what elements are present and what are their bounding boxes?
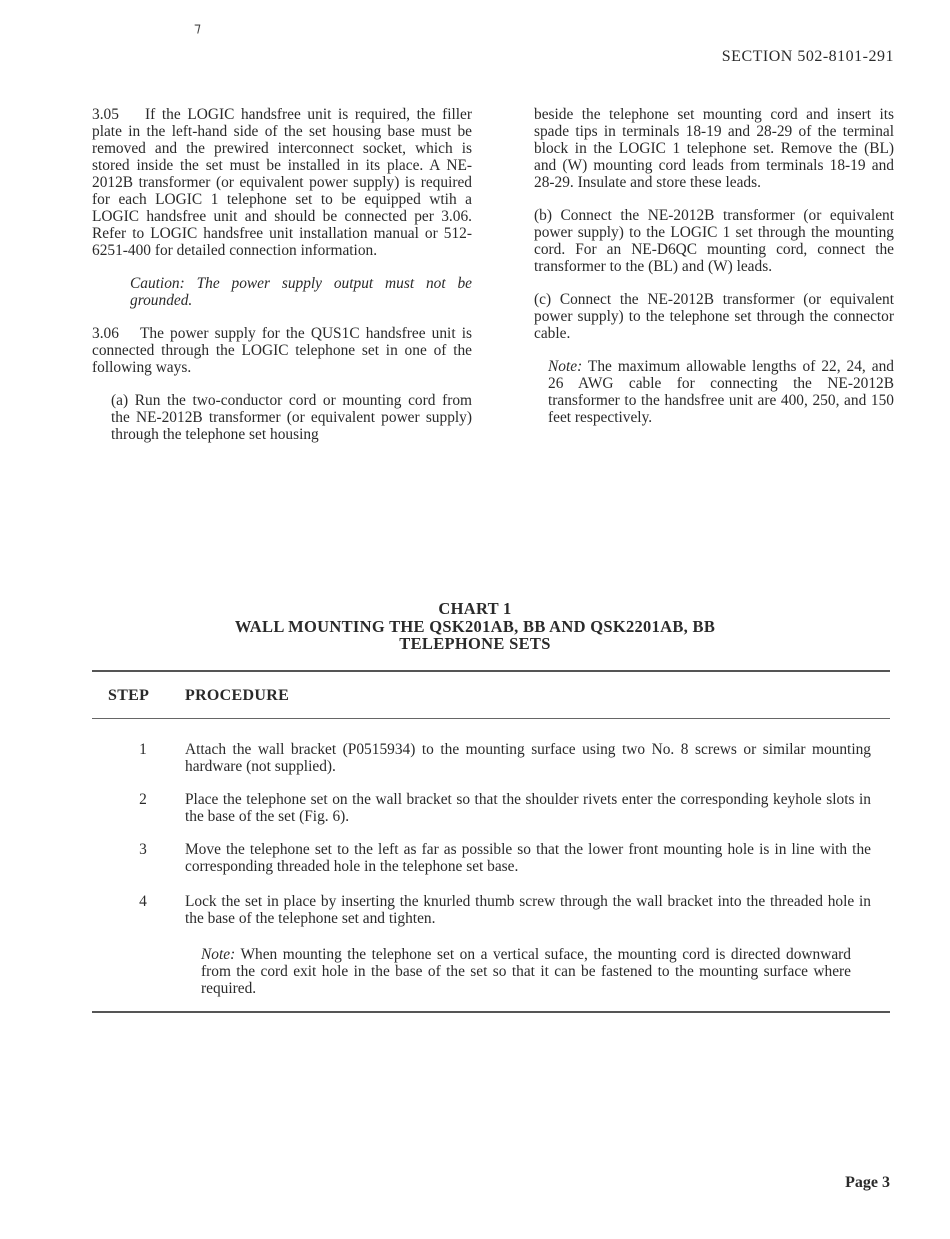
chart-bottom-rule: [92, 1011, 890, 1013]
procedure-column-header: PROCEDURE: [185, 687, 290, 704]
caution-label: Caution:: [130, 275, 185, 292]
step-text: Move the telephone set to the left as far as possible so that the lower front mounting hole is in line with the corresponding threaded hole in the telephone set base.: [185, 841, 871, 875]
left-column: [92, 106, 472, 443]
step-text: Place the telephone set on the wall bracket so that the shoulder rivets enter the corresponding keyhole slots in the base of the set (Fig. 6).: [185, 791, 871, 825]
step-column-header: STEP: [108, 687, 150, 704]
paragraph-text: If the LOGIC handsfree unit is required, the filler plate in the left-hand side of the set housing base must be removed and the prewired interconnect socket, which is stored inside the set must be installed in its place. A NE-2012B transformer (or equivalent power supply) is required for each LOGIC 1 telephone set to be equipped wtih a LOGIC handsfree unit and should be connected per 3.06. Refer to LOGIC handsfree unit installation manual or 512-6251-400 for detailed connection information.: [92, 106, 472, 259]
note: [548, 358, 894, 426]
caution-text: The power supply output must not be grounded.: [130, 275, 472, 309]
chart-title-line-3: TELEPHONE SETS: [399, 634, 551, 653]
note-label: Note:: [201, 946, 236, 963]
item-label: (b): [534, 207, 552, 224]
chart-header-rule: [92, 718, 890, 719]
chart-title: [0, 600, 950, 653]
step-number: 1: [139, 741, 147, 758]
list-item-a-continued: beside the telephone set mounting cord and insert its spade tips in terminals 18-19 and 28-29 of the terminal block in the LOGIC 1 telephone set. Remove the (BL) and (W) mounting cord leads from terminals 18-19 and 28-29. Insulate and store these leads.: [534, 106, 894, 191]
list-item-b: [534, 207, 894, 275]
list-item-c: [534, 291, 894, 342]
item-text: Run the two-conductor cord or mounting cord from the NE-2012B transformer (or equivalent power supply) through the telephone set housing: [111, 392, 472, 443]
chart-title-line-2: WALL MOUNTING THE QSK201AB, BB AND QSK2201AB, BB: [234, 616, 716, 636]
paragraph-text: The power supply for the QUS1C handsfree unit is connected through the LOGIC telephone set in one of the following ways.: [92, 325, 472, 376]
step-text: Lock the set in place by inserting the knurled thumb screw through the wall bracket into the threaded hole in the base of the telephone set and tighten.: [185, 893, 871, 927]
step-number: 4: [139, 893, 147, 910]
chart-title-line-1: CHART 1: [438, 599, 512, 618]
item-label: (c): [534, 291, 552, 308]
right-column: [534, 106, 894, 426]
step-number: 2: [139, 791, 147, 808]
step-text: Attach the wall bracket (P0515934) to the mounting surface using two No. 8 screws or similar mounting hardware (not supplied).: [185, 741, 871, 775]
item-label: (a): [111, 392, 129, 409]
section-header: SECTION 502-8101-291: [721, 48, 894, 65]
note-text: The maximum allowable lengths of 22, 24, and 26 AWG cable for connecting the NE-2012B transformer to the handsfree unit are 400, 250, and 150 feet respectively.: [548, 358, 894, 426]
page-number: Page 3: [845, 1174, 890, 1191]
caution-note: [130, 275, 472, 309]
paragraph-number: 3.06: [92, 325, 119, 342]
note-text: When mounting the telephone set on a vertical suface, the mounting cord is directed downward from the cord exit hole in the base of the set so that it can be fastened to the mounting surface where required.: [201, 946, 851, 997]
paragraph-3-05: [92, 106, 472, 259]
step-number: 3: [139, 841, 147, 858]
note-label: Note:: [548, 358, 583, 375]
paragraph-3-06: [92, 325, 472, 376]
item-text: Connect the NE-2012B transformer (or equivalent power supply) to the LOGIC 1 set through the mounting cord. For an NE-D6QC mounting cord, connect the transformer to the (BL) and (W) leads.: [534, 207, 894, 275]
chart-note: [201, 946, 851, 997]
list-item-a: [92, 392, 472, 443]
scan-mark: ⁊: [194, 21, 201, 36]
paragraph-number: 3.05: [92, 106, 119, 123]
item-text: Connect the NE-2012B transformer (or equivalent power supply) to the telephone set through the connector cable.: [534, 291, 894, 342]
chart-top-rule: [92, 670, 890, 672]
